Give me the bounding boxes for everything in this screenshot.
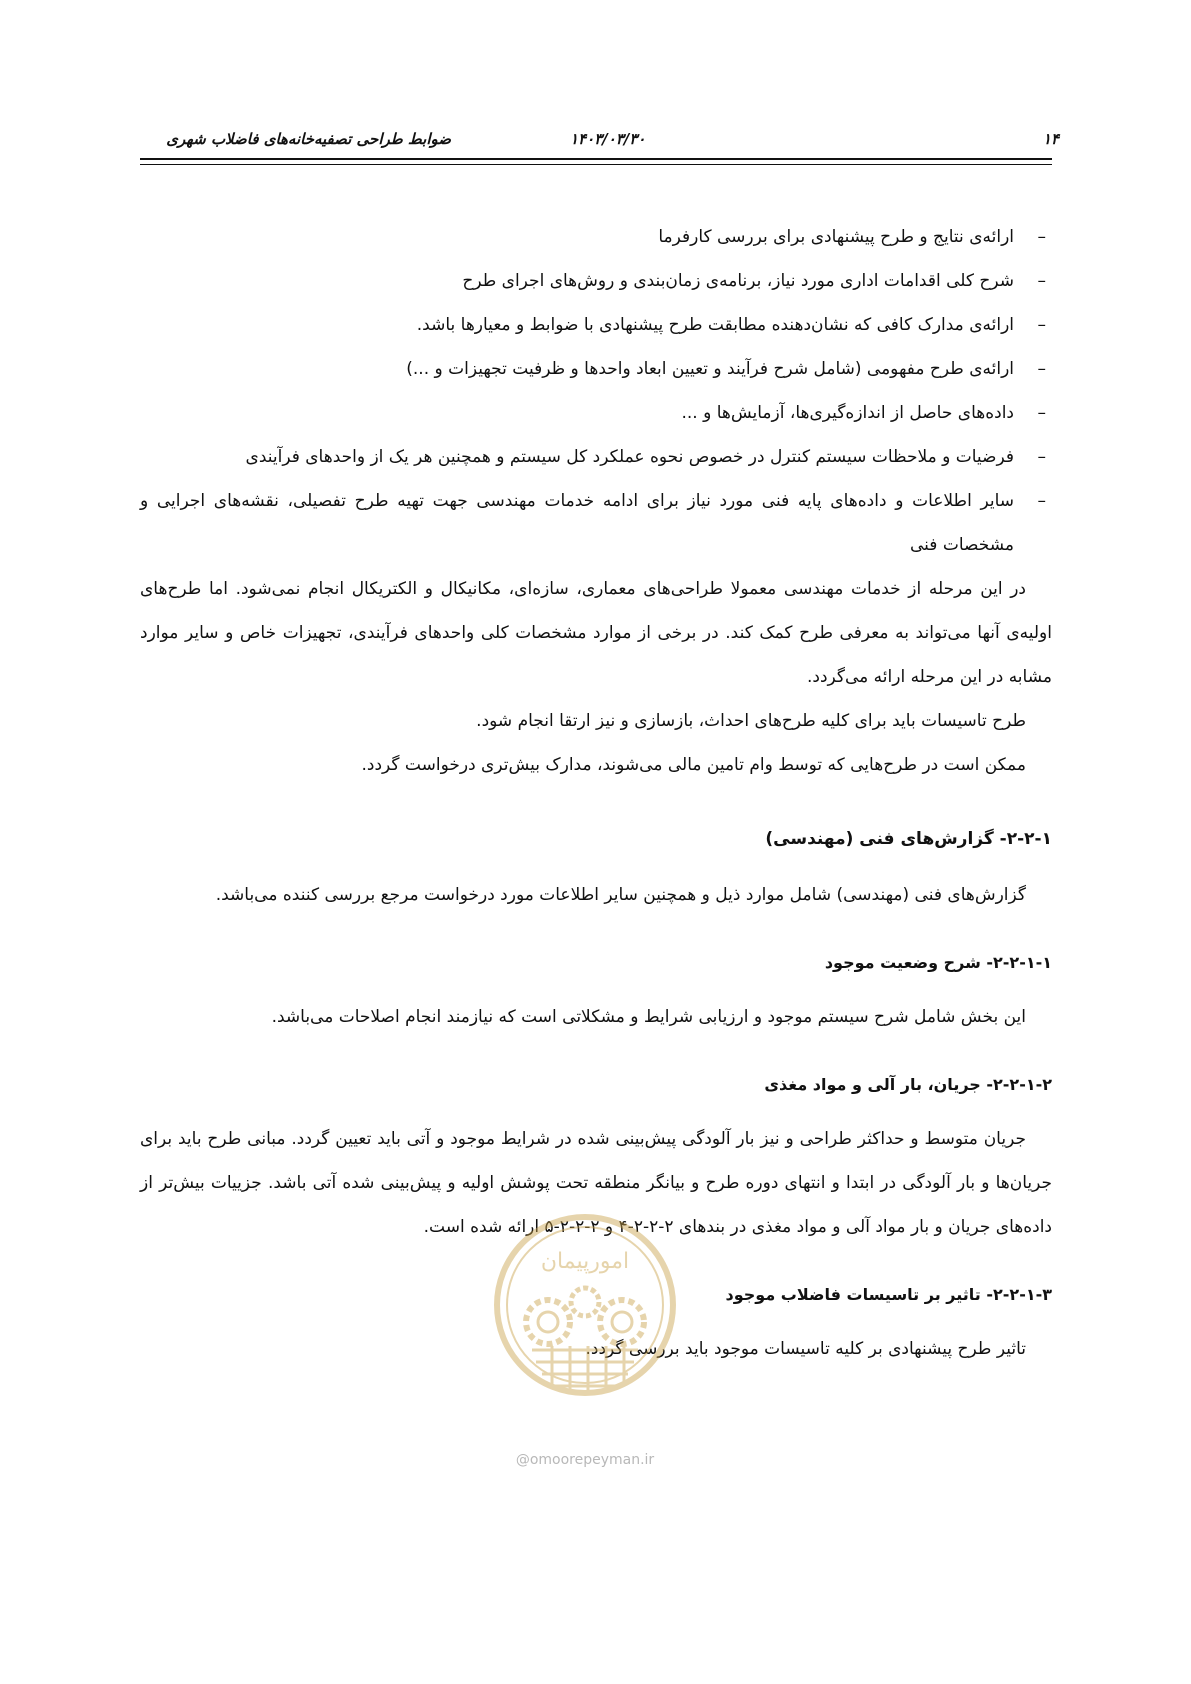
list-item-text: سایر اطلاعات و داده‌های پایه فنی مورد نیاز برای ادامه خدمات مهندسی جهت تهیه طرح تفصیلی، نقشه‌های اجرایی و مشخصات فنی	[140, 491, 1014, 555]
running-header-title: ضوابط طراحی تصفیه‌خانه‌های فاضلاب شهری	[166, 130, 451, 148]
dash-bullet: –	[1037, 447, 1046, 467]
section-paragraph: تاثیر طرح پیشنهادی بر کلیه تاسیسات موجود باید بررسی گردد.	[585, 1339, 1026, 1359]
list-item-text: ارائه‌ی طرح مفهومی (شامل شرح فرآیند و تعیین ابعاد واحدها و ظرفیت تجهیزات و ...)	[406, 359, 1014, 379]
bullet-list	[140, 215, 1052, 567]
header-rule-thick	[140, 158, 1052, 160]
subsection-heading: ۲-۲-۱-۱- شرح وضعیت موجود	[824, 953, 1052, 972]
running-header-date: ۱۴۰۳/۰۳/۳۰	[570, 130, 646, 148]
list-item	[140, 303, 1052, 347]
list-item	[140, 347, 1052, 391]
dash-bullet: –	[1037, 271, 1046, 291]
list-item	[140, 435, 1052, 479]
list-item-text: شرح کلی اقدامات اداری مورد نیاز، برنامه‌ی زمان‌بندی و روش‌های اجرای طرح	[462, 271, 1014, 291]
subsection-heading: ۲-۲-۱-۳- تاثیر بر تاسیسات فاضلاب موجود	[725, 1285, 1052, 1304]
section-paragraph: جریان متوسط و حداکثر طراحی و نیز بار آلودگی پیش‌بینی شده در شرایط موجود و آتی باید تعیین گردد. مبانی طرح باید برای جریان‌ها و بار آلودگی در ابتدا و انتهای دوره طرح و بیانگر منطقه تحت پوشش اولیه و پیش‌بینی شده آتی باشد. جزییات بیش‌تر از داده‌های جریان و بار مواد آلی و مواد مغذی در بندهای ۲-۲-۲-۴ و ۲-۲-۲-۵ ارائه شده است.	[140, 1129, 1052, 1237]
header-rule-thin	[140, 164, 1052, 165]
dash-bullet: –	[1037, 491, 1046, 511]
section-paragraph: گزارش‌های فنی (مهندسی) شامل موارد ذیل و همچنین سایر اطلاعات مورد درخواست مرجع بررسی کننده می‌باشد.	[215, 885, 1026, 905]
list-item	[140, 391, 1052, 435]
list-item-text: ارائه‌ی مدارک کافی که نشان‌دهنده مطابقت طرح پیشنهادی با ضوابط و معیارها باشد.	[416, 315, 1014, 335]
watermark-logo	[490, 1210, 680, 1450]
body-paragraph: ممکن است در طرح‌هایی که توسط وام تامین مالی می‌شوند، مدارک بیش‌تری درخواست گردد.	[361, 755, 1026, 775]
list-item	[140, 479, 1052, 567]
body-paragraph: طرح تاسیسات باید برای کلیه طرح‌های احداث، بازسازی و نیز ارتقا انجام شود.	[476, 711, 1026, 731]
dash-bullet: –	[1037, 403, 1046, 423]
dash-bullet: –	[1037, 359, 1046, 379]
list-item-text: داده‌های حاصل از اندازه‌گیری‌ها، آزمایش‌ها و ...	[681, 403, 1014, 423]
section-heading: ۲-۲-۱- گزارش‌های فنی (مهندسی)	[765, 829, 1052, 849]
section-paragraph: این بخش شامل شرح سیستم موجود و ارزیابی شرایط و مشکلاتی است که نیازمند انجام اصلاحات می‌باشد.	[271, 1007, 1026, 1027]
list-item-text: فرضیات و ملاحظات سیستم کنترل در خصوص نحوه عملکرد کل سیستم و همچنین هر یک از واحدهای فرآیندی	[245, 447, 1014, 467]
watermark-site: @omoorepeyman.ir	[515, 1452, 655, 1468]
list-item	[140, 215, 1052, 259]
page-body	[140, 215, 1052, 1371]
list-item-text: ارائه‌ی نتایج و طرح پیشنهادی برای بررسی کارفرما	[658, 227, 1014, 247]
watermark-logo-text: امورپیمان	[540, 1249, 630, 1274]
page-number: ۱۴	[1042, 130, 1059, 148]
dash-bullet: –	[1037, 315, 1046, 335]
list-item	[140, 259, 1052, 303]
body-paragraph: در این مرحله از خدمات مهندسی معمولا طراحی‌های معماری، سازه‌ای، مکانیکال و الکتریکال انجام نمی‌شود. اما طرح‌های اولیه‌ی آنها می‌تواند به معرفی طرح کمک کند. در برخی از موارد مشخصات کلی واحدهای فرآیندی، تجهیزات خاص و سایر موارد مشابه در این مرحله ارائه می‌گردد.	[140, 579, 1052, 687]
dash-bullet: –	[1037, 227, 1046, 247]
subsection-heading: ۲-۲-۱-۲- جریان، بار آلی و مواد مغذی	[764, 1075, 1052, 1094]
